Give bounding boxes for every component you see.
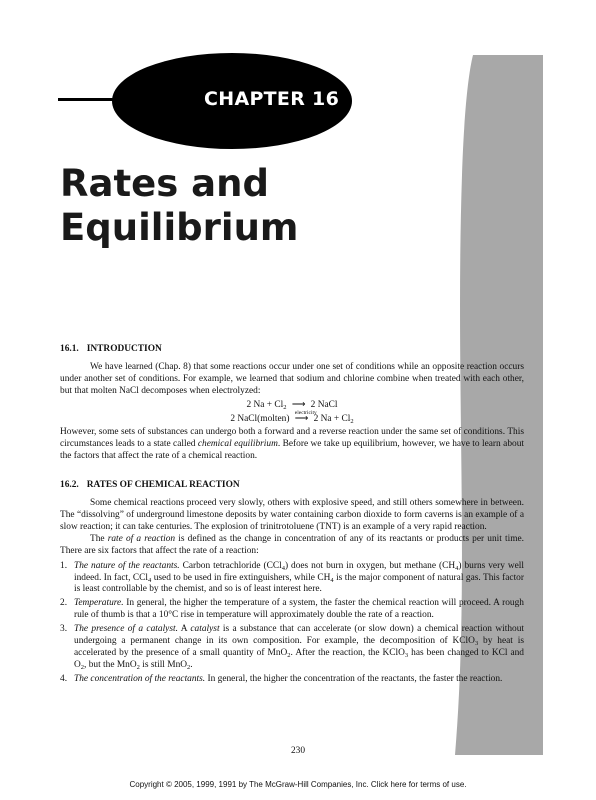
chapter-title xyxy=(60,162,298,250)
factor-list xyxy=(60,561,524,686)
section-title: RATES OF CHEMICAL REACTION xyxy=(86,480,240,491)
list-item: 4. The concentration of the reactants. In general, the higher the concentration of the reactants, the faster the reaction. xyxy=(60,673,503,684)
paragraph: We have learned (Chap. 8) that some reactions occur under one set of conditions while an opposite reaction occurs under another set of conditions. For example, we learned that sodium and chlorine combine when treated with each other, but that molten NaCl decomposes when electrolyzed: xyxy=(60,361,524,396)
section-heading-intro xyxy=(60,344,524,356)
arrow-label: electricity xyxy=(294,409,317,416)
chapter-label: CHAPTER 16 xyxy=(204,88,340,110)
chapter-title-line2: Equilibrium xyxy=(60,206,299,249)
chapter-title-line1: Rates and xyxy=(60,162,269,205)
body-text xyxy=(60,344,524,688)
list-item: 3. The presence of a catalyst. A catalyst is a substance that can accelerate (or slow down) a chemical reaction without undergoing a permanent change in its own composition. For example, the decomposition of KClO$_3$ by heat is accelerated by the presence of a small quantity of MnO$_2$. After the reaction, the KClO$_3$ has been changed to KCl and $O_2$, but the MnO$_2$ is still MnO$_2$. xyxy=(60,624,525,671)
page-number: 230 xyxy=(290,746,306,756)
section-number: 16.2. xyxy=(60,480,79,491)
copyright-link[interactable]: Copyright © 2005, 1999, 1991 by The McGraw-Hill Companies, Inc. Click here for terms of use. xyxy=(129,780,467,789)
section-title: INTRODUCTION xyxy=(86,344,162,354)
paragraph: Some chemical reactions proceed very slowly, others with explosive speed, and still others somewhere in between. The “dissolving” of underground limestone deposits by water containing carbon dioxide to form caverns is an example of a slow reaction; it can take centuries. The explosion of trinitrotoluene (TNT) is an example of a very rapid reaction. xyxy=(60,498,524,532)
section-number: 16.1. xyxy=(60,344,79,354)
list-item: 2. Temperature. In general, the higher the temperature of a system, the faster the chemical reaction will proceed. A rough rule of thumb is that a 10°C rise in temperature will approximately double the rate of a reaction. xyxy=(60,598,524,621)
section-heading-rates xyxy=(60,480,524,492)
paragraph: The rate of a reaction is defined as the change in concentration of any of its reactants or products per unit time. There are six factors that affect the rate of a reaction: xyxy=(60,533,524,556)
equation: 2 $Na + Cl_2$ ⟶ 2 NaCl xyxy=(246,399,338,411)
reaction-arrow: ⟶ xyxy=(291,399,306,410)
reaction-arrow: electricity ⟶ xyxy=(294,409,317,424)
list-item: 1. The nature of the reactants. Carbon tetrachloride (CCl$_4$) does not burn in oxygen, but methane $(CH_4)$ burns very well indeed. In fact, CCl$_4$ used to be used in fire extinguishers, while $CH_4$ is the major component of natural gas. This factor is least controllable by the chemist, and so is of least interest here. xyxy=(60,560,524,595)
paragraph: However, some sets of substances can undergo both a forward and a reverse reaction under the same set of conditions. This circumstances leads to a state called chemical equilibrium. Before we take up equilibrium, however, we have to learn about the factors that affect the rate of a chemical reaction. xyxy=(60,427,524,462)
equation: 2 NaCl(molten) electricity ⟶ 2 $Na + Cl_2$ xyxy=(230,409,354,425)
